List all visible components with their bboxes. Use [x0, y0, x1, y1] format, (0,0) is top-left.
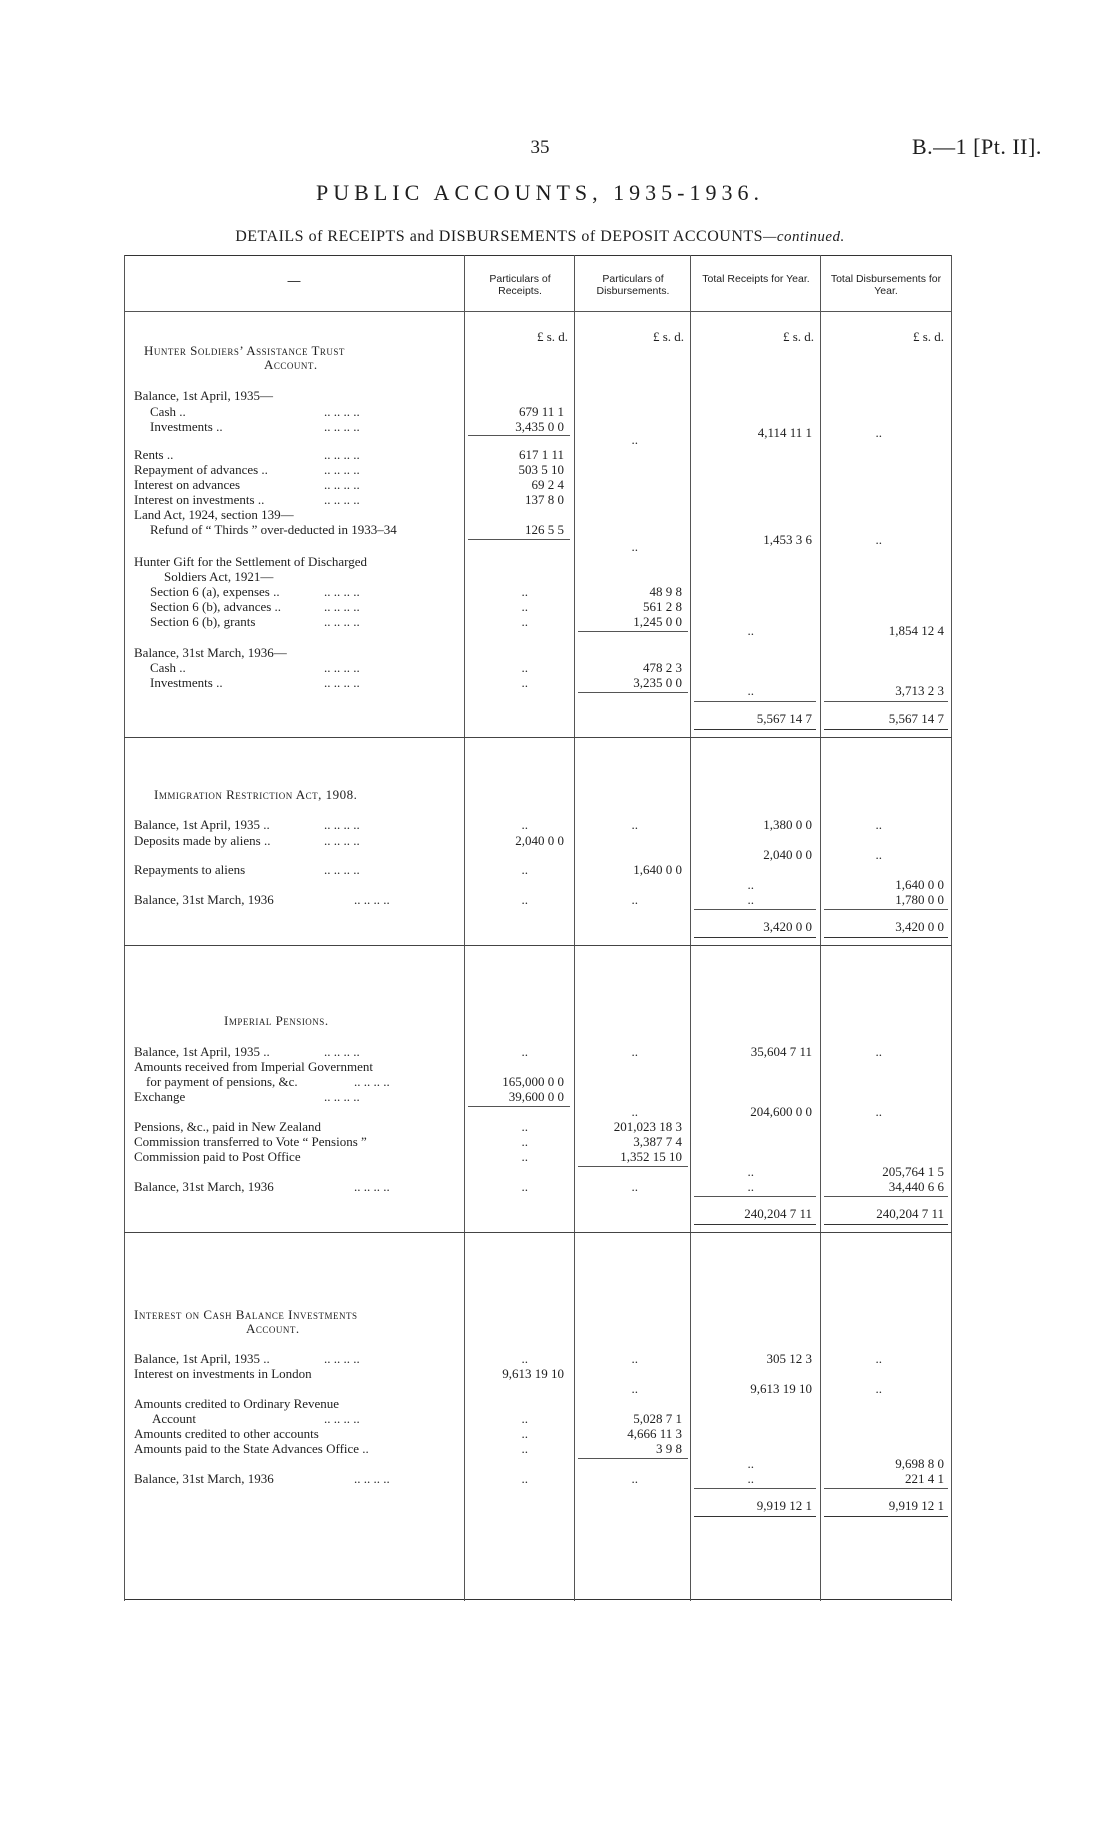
leader-dots: .. .. .. .. [324, 1044, 360, 1059]
dots: .. [521, 1179, 528, 1194]
right-border [951, 255, 952, 1601]
receipt-value: 503 5 10 [518, 462, 564, 477]
label: Pensions, &c., paid in New Zealand [134, 1119, 322, 1134]
dots: .. [631, 539, 638, 554]
deposit-accounts-table [124, 255, 952, 1601]
double-rule [694, 729, 816, 730]
total-disbursements-sum: 240,204 7 11 [876, 1206, 944, 1221]
dots: .. [875, 847, 882, 862]
total-disbursements-value: 9,698 8 0 [895, 1456, 944, 1471]
total-rule [824, 1488, 948, 1489]
table-top-rule [124, 255, 952, 256]
leader-dots: .. .. .. .. [324, 599, 360, 614]
total-disbursements-sum: 5,567 14 7 [888, 711, 944, 726]
leader-dots: .. .. .. .. [324, 404, 360, 419]
col-divider-2 [574, 255, 575, 1601]
dots: .. [875, 1381, 882, 1396]
dots: .. [521, 675, 528, 690]
dots: .. [521, 817, 528, 832]
label: Balance, 31st March, 1936 [134, 1179, 274, 1194]
left-border [124, 255, 125, 1601]
subtitle-continued: —continued. [763, 229, 845, 245]
page-title: PUBLIC ACCOUNTS, 1935-1936. [316, 180, 764, 205]
dots: .. [875, 425, 882, 440]
total-rule [694, 1196, 816, 1197]
table-subtitle [0, 228, 1080, 246]
header-blank: — [287, 273, 301, 288]
table-bottom-rule [124, 1599, 952, 1600]
double-rule [824, 1224, 948, 1225]
label: Land Act, 1924, section 139— [134, 507, 294, 522]
label: Cash .. [150, 404, 186, 419]
subtotal-rule [468, 1106, 570, 1107]
total-rule [824, 1196, 948, 1197]
total-receipts-sum: 9,919 12 1 [756, 1498, 812, 1513]
dots: .. [747, 1179, 754, 1194]
disbursement-value: 4,666 11 3 [627, 1426, 682, 1441]
double-rule [694, 1516, 816, 1517]
label: Refund of “ Thirds ” over-deducted in 1933–34 [150, 522, 397, 537]
double-rule [694, 937, 816, 938]
dots: .. [747, 623, 754, 638]
leader-dots: .. .. .. .. [354, 1471, 390, 1486]
total-rule [824, 909, 948, 910]
dots: .. [875, 532, 882, 547]
receipt-value: 126 5 5 [525, 522, 564, 537]
leader-dots: .. .. .. .. [324, 1089, 360, 1104]
label: Cash .. [150, 660, 186, 675]
label: Commission transferred to Vote “ Pensions ” [134, 1134, 367, 1149]
total-receipts-value: 35,604 7 11 [750, 1044, 812, 1059]
leader-dots: .. .. .. .. [354, 892, 390, 907]
label: Balance, 1st April, 1935 .. [134, 1351, 270, 1366]
double-rule [824, 1516, 948, 1517]
label: for payment of pensions, &c. [146, 1074, 298, 1089]
double-rule [694, 1224, 816, 1225]
leader-dots: .. .. .. .. [324, 447, 360, 462]
section-divider [124, 945, 952, 946]
total-disbursements-value: 1,854 12 4 [888, 623, 944, 638]
dots: .. [631, 892, 638, 907]
receipt-value: 9,613 19 10 [502, 1366, 564, 1381]
currency-label: £ s. d. [782, 329, 814, 344]
disbursement-value: 3,235 0 0 [633, 675, 682, 690]
label: Amounts credited to other accounts [134, 1426, 319, 1441]
col-divider-3 [690, 255, 691, 1601]
label: Interest on investments .. [134, 492, 265, 507]
total-receipts-value: 1,380 0 0 [763, 817, 812, 832]
dots: .. [631, 1179, 638, 1194]
double-rule [824, 937, 948, 938]
currency-label: £ s. d. [912, 329, 944, 344]
pensions-section-title: Imperial Pensions. [224, 1013, 329, 1028]
header-receipts: Particulars of Receipts. [489, 273, 551, 297]
dots: .. [521, 1119, 528, 1134]
label: Balance, 31st March, 1936 [134, 1471, 274, 1486]
dots: .. [521, 584, 528, 599]
subtotal-rule [468, 435, 570, 436]
disbursement-value: 3 9 8 [656, 1441, 682, 1456]
label: Amounts paid to the State Advances Office .. [134, 1441, 369, 1456]
currency-label: £ s. d. [652, 329, 684, 344]
total-receipts-value: 4,114 11 1 [757, 425, 812, 440]
total-disbursements-value: 205,764 1 5 [882, 1164, 944, 1179]
label: Section 6 (b), grants [150, 614, 256, 629]
leader-dots: .. .. .. .. [324, 462, 360, 477]
page-number: 35 [530, 137, 550, 158]
double-rule [824, 729, 948, 730]
disbursement-value: 3,387 7 4 [633, 1134, 682, 1149]
disbursement-value: 201,023 18 3 [613, 1119, 682, 1134]
dots: .. [521, 1134, 528, 1149]
label: Balance, 1st April, 1935— [134, 388, 274, 403]
label: Balance, 1st April, 1935 .. [134, 1044, 270, 1059]
receipt-value: 69 2 4 [531, 477, 564, 492]
dots: .. [521, 892, 528, 907]
leader-dots: .. .. .. .. [324, 833, 360, 848]
dots: .. [747, 1471, 754, 1486]
total-receipts-value: 2,040 0 0 [763, 847, 812, 862]
dots: .. [631, 1381, 638, 1396]
leader-dots: .. .. .. .. [324, 675, 360, 690]
receipt-value: 679 11 1 [518, 404, 564, 419]
dots: .. [875, 1044, 882, 1059]
disbursement-value: 1,640 0 0 [633, 862, 682, 877]
col-divider-4 [820, 255, 821, 1601]
leader-dots: .. .. .. .. [324, 1411, 360, 1426]
dots: .. [631, 432, 638, 447]
dots: .. [521, 660, 528, 675]
total-receipts-value: 305 12 3 [766, 1351, 812, 1366]
dots: .. [747, 892, 754, 907]
currency-label: £ s. d. [536, 329, 568, 344]
interest-section-title: Interest on Cash Balance Investments [134, 1307, 358, 1322]
total-rule [694, 1488, 816, 1489]
total-receipts-value: 1,453 3 6 [763, 532, 812, 547]
dots: .. [631, 1044, 638, 1059]
total-disbursements-value: 221 4 1 [905, 1471, 944, 1486]
leader-dots: .. .. .. .. [324, 419, 360, 434]
dots: .. [747, 683, 754, 698]
total-receipts-value: 9,613 19 10 [750, 1381, 812, 1396]
subtotal-rule [578, 631, 688, 632]
document-reference: B.—1 [Pt. II]. [912, 134, 1042, 159]
dots: .. [631, 1471, 638, 1486]
interest-section-title-2: Account. [246, 1321, 300, 1336]
dots: .. [521, 599, 528, 614]
leader-dots: .. .. .. .. [324, 477, 360, 492]
total-receipts-sum: 5,567 14 7 [756, 711, 812, 726]
leader-dots: .. .. .. .. [324, 1351, 360, 1366]
subtotal-rule [578, 1458, 688, 1459]
hunter-section-title: Hunter Soldiers’ Assistance Trust [144, 343, 345, 358]
subtitle-main: DETAILS of RECEIPTS and DISBURSEMENTS of DEPOSIT ACCOUNTS [235, 228, 764, 245]
dots: .. [875, 1351, 882, 1366]
disbursement-value: 5,028 7 1 [633, 1411, 682, 1426]
leader-dots: .. .. .. .. [354, 1179, 390, 1194]
dots: .. [631, 817, 638, 832]
dots: .. [747, 877, 754, 892]
header-disbursements: Particulars of Disbursements. [596, 273, 670, 297]
label: Commission paid to Post Office [134, 1149, 301, 1164]
receipt-value: 617 1 11 [518, 447, 564, 462]
leader-dots: .. .. .. .. [324, 584, 360, 599]
dots: .. [875, 1104, 882, 1119]
label: Repayments to aliens [134, 862, 246, 877]
total-receipts-sum: 3,420 0 0 [763, 919, 812, 934]
label: Investments .. [150, 419, 223, 434]
dots: .. [521, 1149, 528, 1164]
label: Amounts credited to Ordinary Revenue [134, 1396, 340, 1411]
leader-dots: .. .. .. .. [324, 862, 360, 877]
total-disbursements-value: 3,713 2 3 [895, 683, 944, 698]
leader-dots: .. .. .. .. [354, 1074, 390, 1089]
dots: .. [521, 862, 528, 877]
dots: .. [631, 1104, 638, 1119]
label: Investments .. [150, 675, 223, 690]
subtotal-rule [578, 1166, 688, 1167]
dots: .. [521, 1471, 528, 1486]
dots: .. [875, 817, 882, 832]
dots: .. [521, 1426, 528, 1441]
header-rule [124, 311, 952, 312]
leader-dots: .. .. .. .. [324, 660, 360, 675]
receipt-value: 39,600 0 0 [508, 1089, 564, 1104]
dots: .. [747, 1456, 754, 1471]
total-disbursements-value: 1,640 0 0 [895, 877, 944, 892]
disbursement-value: 1,245 0 0 [633, 614, 682, 629]
label: Repayment of advances .. [134, 462, 268, 477]
label: Hunter Gift for the Settlement of Discharged [134, 554, 367, 569]
label: Interest on advances [134, 477, 241, 492]
subtotal-rule [578, 692, 688, 693]
dots: .. [521, 614, 528, 629]
leader-dots: .. .. .. .. [324, 614, 360, 629]
total-disbursements-value: 1,780 0 0 [895, 892, 944, 907]
receipt-value: 165,000 0 0 [502, 1074, 564, 1089]
disbursement-value: 561 2 8 [643, 599, 682, 614]
section-divider [124, 737, 952, 738]
disbursement-value: 478 2 3 [643, 660, 682, 675]
hunter-section-title-2: Account. [264, 357, 318, 372]
label: Section 6 (a), expenses .. [150, 584, 280, 599]
label: Account [152, 1411, 197, 1426]
leader-dots: .. .. .. .. [324, 817, 360, 832]
disbursement-value: 1,352 15 10 [620, 1149, 682, 1164]
disbursement-value: 48 9 8 [649, 584, 682, 599]
receipt-value: 3,435 0 0 [515, 419, 564, 434]
immigration-section-title: Immigration Restriction Act, 1908. [154, 787, 358, 802]
total-receipts-value: 204,600 0 0 [750, 1104, 812, 1119]
label: Amounts received from Imperial Government [134, 1059, 373, 1074]
dots: .. [521, 1044, 528, 1059]
dots: .. [521, 1441, 528, 1456]
dots: .. [521, 1351, 528, 1366]
total-disbursements-value: 34,440 6 6 [888, 1179, 944, 1194]
label: Section 6 (b), advances .. [150, 599, 282, 614]
label: Interest on investments in London [134, 1366, 312, 1381]
label: Exchange [134, 1089, 186, 1104]
leader-dots: .. .. .. .. [324, 492, 360, 507]
header-total-disbursements: Total Disbursements for Year. [830, 273, 942, 297]
receipt-value: 137 8 0 [525, 492, 564, 507]
total-receipts-sum: 240,204 7 11 [744, 1206, 812, 1221]
header-total-receipts: Total Receipts for Year. [702, 273, 810, 285]
label: Rents .. [134, 447, 174, 462]
subtotal-rule [468, 539, 570, 540]
total-rule [694, 701, 816, 702]
total-rule [824, 701, 948, 702]
col-divider-1 [464, 255, 465, 1601]
label: Balance, 31st March, 1936— [134, 645, 287, 660]
receipt-value: 2,040 0 0 [515, 833, 564, 848]
label: Deposits made by aliens .. [134, 833, 271, 848]
dots: .. [747, 1164, 754, 1179]
label: Soldiers Act, 1921— [164, 569, 274, 584]
section-divider [124, 1232, 952, 1233]
dots: .. [521, 1411, 528, 1426]
dots: .. [631, 1351, 638, 1366]
label: Balance, 1st April, 1935 .. [134, 817, 270, 832]
total-rule [694, 909, 816, 910]
label: Balance, 31st March, 1936 [134, 892, 274, 907]
total-disbursements-sum: 3,420 0 0 [895, 919, 944, 934]
total-disbursements-sum: 9,919 12 1 [888, 1498, 944, 1513]
